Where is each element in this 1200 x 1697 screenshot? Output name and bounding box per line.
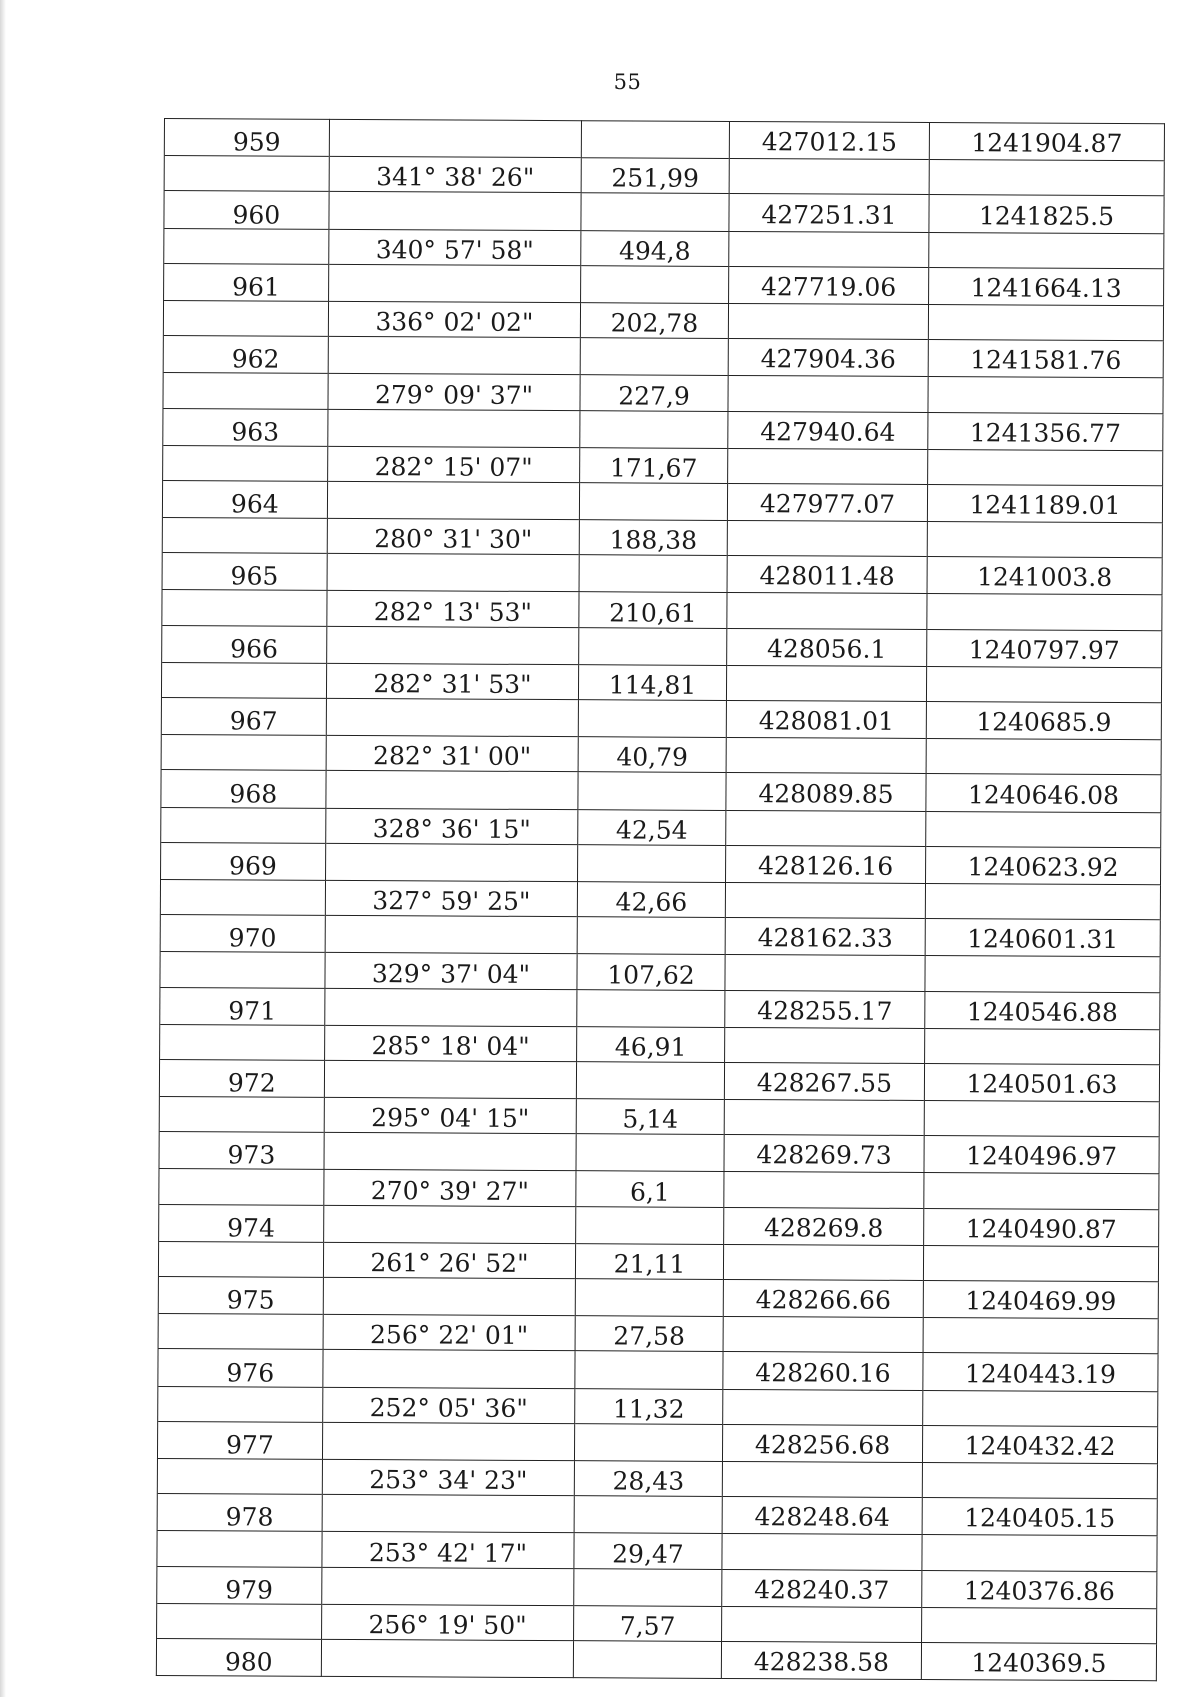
x-coordinate-cell [722,1606,922,1642]
x-coordinate-cell: 428238.58 [721,1641,921,1679]
point-number-cell: 965 [162,553,327,591]
page-number: 55 [613,70,642,94]
x-coordinate-cell [724,1100,924,1136]
distance-cell [573,1641,721,1679]
y-coordinate-cell: 1240496.97 [924,1136,1159,1174]
x-coordinate-cell: 428248.64 [722,1497,922,1535]
point-number-cell [159,1169,324,1205]
distance-cell: 171,67 [580,447,728,483]
point-number-cell: 966 [162,625,327,663]
y-coordinate-cell: 1240685.9 [926,702,1161,740]
y-coordinate-cell [922,1462,1157,1498]
x-coordinate-cell [724,1172,924,1208]
x-coordinate-cell: 427977.07 [727,483,927,521]
bearing-angle-cell: 327° 59' 25" [325,880,577,917]
distance-cell [576,1134,724,1172]
distance-cell [580,410,728,448]
segment-row [162,518,1162,558]
bearing-angle-cell [329,264,581,303]
bearing-angle-cell: 329° 37' 04" [325,953,577,990]
point-row [162,625,1162,667]
x-coordinate-cell [723,1244,923,1280]
x-coordinate-cell [729,231,929,267]
x-coordinate-cell [725,1027,925,1063]
bearing-angle-cell [324,1133,576,1172]
distance-cell [579,555,727,593]
y-coordinate-cell [925,883,1160,919]
point-number-cell: 980 [156,1638,321,1676]
y-coordinate-cell: 1241189.01 [927,484,1162,522]
distance-cell [579,483,727,521]
y-coordinate-cell: 1240443.19 [923,1353,1158,1391]
bearing-angle-cell: 280° 31' 30" [327,518,579,555]
distance-cell: 21,11 [575,1243,723,1279]
bearing-angle-cell [324,1060,576,1099]
bearing-angle-cell: 285° 18' 04" [325,1025,577,1062]
y-coordinate-cell [928,449,1163,485]
point-number-cell: 975 [158,1276,323,1314]
segment-row [157,1531,1157,1571]
point-number-cell [163,300,328,336]
point-number-cell: 979 [157,1566,322,1604]
x-coordinate-cell [727,593,927,629]
bearing-angle-cell: 252° 05' 36" [323,1387,575,1424]
y-coordinate-cell [923,1245,1158,1281]
point-row [162,553,1162,595]
y-coordinate-cell: 1240501.63 [924,1063,1159,1101]
x-coordinate-cell: 428266.66 [723,1279,923,1317]
y-coordinate-cell: 1240797.97 [927,629,1162,667]
point-row [163,336,1163,378]
segment-row [164,156,1164,196]
distance-cell: 11,32 [575,1388,723,1424]
bearing-angle-cell: 256° 22' 01" [323,1315,575,1352]
bearing-angle-cell: 253° 42' 17" [322,1532,574,1569]
point-number-cell [161,735,326,771]
distance-cell [577,989,725,1027]
distance-cell [577,917,725,955]
distance-cell: 251,99 [581,158,729,194]
segment-row [161,662,1161,702]
y-coordinate-cell: 1240623.92 [926,846,1161,884]
x-coordinate-cell: 428260.16 [723,1352,923,1390]
x-coordinate-cell [725,955,925,991]
segment-row [162,590,1162,630]
x-coordinate-cell [726,738,926,774]
segment-row [161,807,1161,847]
segment-row [159,1169,1159,1209]
y-coordinate-cell [923,1318,1158,1354]
distance-cell: 202,78 [580,303,728,339]
bearing-angle-cell: 282° 31' 53" [326,663,578,700]
segment-row [161,735,1161,775]
y-coordinate-cell [929,160,1164,196]
point-row [164,263,1164,305]
x-coordinate-cell: 427940.64 [728,411,928,449]
point-row [159,1059,1159,1101]
bearing-angle-cell: 328° 36' 15" [326,808,578,845]
y-coordinate-cell [927,522,1162,558]
coordinates-table [156,118,1165,1681]
point-number-cell [158,1314,323,1350]
point-row [157,1494,1157,1536]
segment-row [163,445,1163,485]
y-coordinate-cell [927,594,1162,630]
distance-cell: 27,58 [575,1316,723,1352]
point-number-cell: 976 [158,1349,323,1387]
distance-cell [578,772,726,810]
point-number-cell: 961 [164,263,329,301]
distance-cell: 46,91 [577,1026,725,1062]
y-coordinate-cell: 1240432.42 [922,1425,1157,1463]
x-coordinate-cell: 428269.73 [724,1135,924,1173]
x-coordinate-cell: 428269.8 [724,1207,924,1245]
distance-cell: 114,81 [578,664,726,700]
point-row [164,119,1164,161]
bearing-angle-cell [325,988,577,1027]
bearing-angle-cell [329,119,581,158]
y-coordinate-cell: 1241664.13 [929,267,1164,305]
x-coordinate-cell: 428056.1 [727,628,927,666]
x-coordinate-cell: 428240.37 [722,1569,922,1607]
segment-row [159,1097,1159,1137]
bearing-angle-cell: 253° 34' 23" [322,1459,574,1496]
point-number-cell [163,445,328,481]
y-coordinate-cell [928,377,1163,413]
distance-cell [581,121,729,159]
x-coordinate-cell [726,665,926,701]
segment-row [158,1241,1158,1281]
point-row [163,408,1163,450]
bearing-angle-cell [328,409,580,448]
point-number-cell: 978 [157,1494,322,1532]
bearing-angle-cell [325,915,577,954]
distance-cell: 29,47 [574,1533,722,1569]
bearing-angle-cell [327,481,579,520]
y-coordinate-cell [922,1535,1157,1571]
bearing-angle-cell [323,1350,575,1389]
point-number-cell: 959 [164,119,329,157]
bearing-angle-cell: 270° 39' 27" [324,1170,576,1207]
distance-cell [581,193,729,231]
y-coordinate-cell: 1240376.86 [922,1570,1157,1608]
point-number-cell [157,1458,322,1494]
y-coordinate-cell: 1240546.88 [925,991,1160,1029]
x-coordinate-cell [723,1317,923,1353]
segment-row [163,373,1163,413]
point-number-cell: 972 [159,1059,324,1097]
point-number-cell: 969 [161,842,326,880]
distance-cell [574,1496,722,1534]
x-coordinate-cell [722,1461,922,1497]
segment-row [157,1603,1157,1643]
scan-edge [0,0,6,1697]
distance-cell: 227,9 [580,375,728,411]
y-coordinate-cell [923,1390,1158,1426]
bearing-angle-cell [326,843,578,882]
point-number-cell: 974 [159,1204,324,1242]
distance-cell [578,700,726,738]
x-coordinate-cell: 428089.85 [726,773,926,811]
x-coordinate-cell: 427012.15 [729,121,929,159]
y-coordinate-cell: 1240369.5 [921,1642,1156,1680]
bearing-angle-cell [327,554,579,593]
point-number-cell [161,807,326,843]
distance-cell [576,1062,724,1100]
coordinates-table-body [156,119,1164,1681]
y-coordinate-cell: 1240646.08 [926,774,1161,812]
segment-row [164,228,1164,268]
point-number-cell [158,1241,323,1277]
x-coordinate-cell: 427719.06 [729,266,929,304]
bearing-angle-cell: 282° 15' 07" [328,446,580,483]
point-number-cell [159,1097,324,1133]
point-row [158,1276,1158,1318]
x-coordinate-cell: 428081.01 [726,700,926,738]
bearing-angle-cell [328,336,580,375]
point-number-cell: 968 [161,770,326,808]
x-coordinate-cell: 428126.16 [726,845,926,883]
y-coordinate-cell [926,666,1161,702]
bearing-angle-cell: 282° 31' 00" [326,736,578,773]
distance-cell [578,844,726,882]
x-coordinate-cell: 427904.36 [728,339,928,377]
distance-cell: 28,43 [574,1461,722,1497]
distance-cell: 42,54 [578,809,726,845]
x-coordinate-cell: 428255.17 [725,990,925,1028]
bearing-angle-cell: 282° 13' 53" [327,591,579,628]
distance-cell [579,627,727,665]
distance-cell: 188,38 [579,520,727,556]
point-row [158,1349,1158,1391]
x-coordinate-cell [726,810,926,846]
point-number-cell: 977 [157,1421,322,1459]
x-coordinate-cell: 428267.55 [724,1062,924,1100]
point-row [157,1566,1157,1608]
point-number-cell [157,1603,322,1639]
point-row [162,480,1162,522]
distance-cell [576,1206,724,1244]
point-number-cell: 970 [160,915,325,953]
bearing-angle-cell [324,1205,576,1244]
y-coordinate-cell [925,956,1160,992]
distance-cell: 6,1 [576,1171,724,1207]
x-coordinate-cell [728,448,928,484]
x-coordinate-cell [729,159,929,195]
point-number-cell [161,662,326,698]
bearing-angle-cell [327,626,579,665]
distance-cell: 40,79 [578,737,726,773]
x-coordinate-cell [725,882,925,918]
point-number-cell: 962 [163,336,328,374]
segment-row [158,1386,1158,1426]
bearing-angle-cell: 295° 04' 15" [324,1097,576,1134]
distance-cell [575,1279,723,1317]
y-coordinate-cell: 1241356.77 [928,412,1163,450]
point-row [164,191,1164,233]
point-number-cell: 960 [164,191,329,229]
y-coordinate-cell [926,739,1161,775]
point-row [160,915,1160,957]
point-number-cell [160,1024,325,1060]
x-coordinate-cell: 428162.33 [725,918,925,956]
distance-cell: 42,66 [577,882,725,918]
bearing-angle-cell [322,1422,574,1461]
y-coordinate-cell: 1241904.87 [929,123,1164,161]
y-coordinate-cell: 1241003.8 [927,557,1162,595]
x-coordinate-cell [722,1534,922,1570]
segment-row [163,300,1163,340]
bearing-angle-cell: 336° 02' 02" [328,301,580,338]
y-coordinate-cell: 1240490.87 [924,1208,1159,1246]
distance-cell: 7,57 [574,1605,722,1641]
y-coordinate-cell: 1241581.76 [928,340,1163,378]
y-coordinate-cell [924,1101,1159,1137]
point-number-cell: 967 [161,697,326,735]
point-row [159,1204,1159,1246]
point-number-cell: 963 [163,408,328,446]
distance-cell [581,265,729,303]
y-coordinate-cell [928,304,1163,340]
distance-cell [575,1351,723,1389]
segment-row [158,1314,1158,1354]
point-row [160,987,1160,1029]
y-coordinate-cell: 1241825.5 [929,195,1164,233]
point-row [161,842,1161,884]
distance-cell [574,1568,722,1606]
x-coordinate-cell [723,1389,923,1425]
distance-cell [574,1423,722,1461]
segment-row [160,952,1160,992]
x-coordinate-cell [728,376,928,412]
bearing-angle-cell: 279° 09' 37" [328,374,580,411]
bearing-angle-cell [323,1277,575,1316]
bearing-angle-cell [322,1567,574,1606]
point-row [161,697,1161,739]
distance-cell [580,338,728,376]
point-number-cell [164,156,329,192]
distance-cell: 494,8 [581,230,729,266]
y-coordinate-cell [925,1028,1160,1064]
y-coordinate-cell [924,1173,1159,1209]
x-coordinate-cell: 427251.31 [729,194,929,232]
bearing-angle-cell: 341° 38' 26" [329,157,581,194]
segment-row [157,1458,1157,1498]
point-number-cell [157,1531,322,1567]
point-number-cell [160,879,325,915]
x-coordinate-cell: 428256.68 [722,1424,922,1462]
x-coordinate-cell [728,303,928,339]
bearing-angle-cell [326,771,578,810]
y-coordinate-cell [922,1607,1157,1643]
point-number-cell [164,228,329,264]
distance-cell: 107,62 [577,954,725,990]
point-number-cell [158,1386,323,1422]
bearing-angle-cell [321,1639,573,1678]
point-number-cell [160,952,325,988]
point-row [159,1132,1159,1174]
point-number-cell: 973 [159,1132,324,1170]
y-coordinate-cell: 1240469.99 [923,1280,1158,1318]
distance-cell: 5,14 [576,1099,724,1135]
point-number-cell [162,590,327,626]
bearing-angle-cell [322,1494,574,1533]
bearing-angle-cell: 340° 57' 58" [329,229,581,266]
point-row [161,770,1161,812]
x-coordinate-cell [727,521,927,557]
y-coordinate-cell [926,811,1161,847]
x-coordinate-cell: 428011.48 [727,556,927,594]
segment-row [160,879,1160,919]
point-number-cell: 971 [160,987,325,1025]
point-number-cell: 964 [162,480,327,518]
y-coordinate-cell: 1240601.31 [925,919,1160,957]
bearing-angle-cell: 261° 26' 52" [323,1242,575,1279]
y-coordinate-cell: 1240405.15 [922,1498,1157,1536]
y-coordinate-cell [929,232,1164,268]
bearing-angle-cell [329,192,581,231]
bearing-angle-cell [326,698,578,737]
point-number-cell [163,373,328,409]
point-row [156,1638,1156,1680]
segment-row [160,1024,1160,1064]
point-row [157,1421,1157,1463]
distance-cell: 210,61 [579,592,727,628]
bearing-angle-cell: 256° 19' 50" [322,1604,574,1641]
point-number-cell [162,518,327,554]
